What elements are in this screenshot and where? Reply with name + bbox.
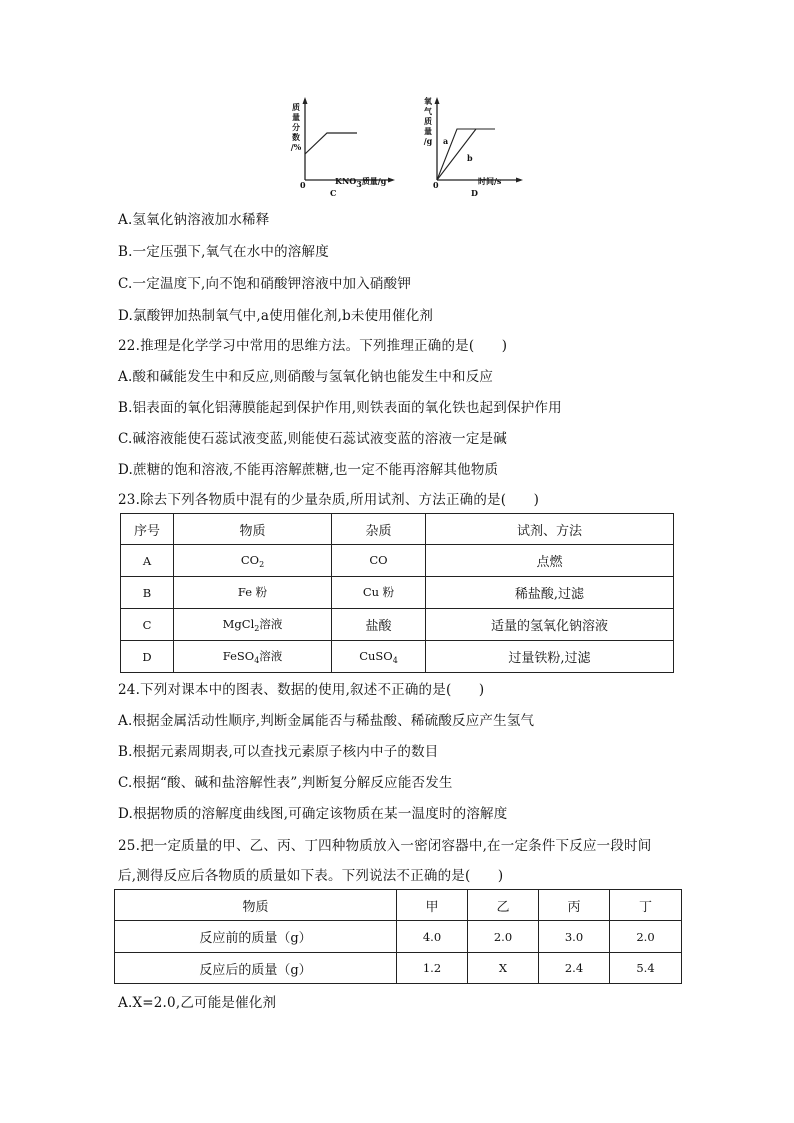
table-row [121,641,674,673]
q25-cell: 2.0 [468,921,539,953]
q23-row-impurity: Cu 粉 [332,577,426,609]
graph-d-caption: D [471,188,478,198]
q25-header-jia: 甲 [397,890,468,921]
graph-c-ylabel-1: 质 [292,102,300,112]
q24-option-d: D.根据物质的溶解度曲线图,可确定该物质在某一温度时的溶解度 [118,806,508,822]
graph-d-ylabel-3: 质 [424,116,432,126]
q22-option-c: C.碱溶液能使石蕊试液变蓝,则能使石蕊试液变蓝的溶液一定是碱 [118,431,507,447]
graph-c-xlabel: $KNO_3$质量/g [335,176,387,189]
table-row [115,921,682,953]
q24-stem: 24.下列对课本中的图表、数据的使用,叙述不正确的是( ) [118,682,485,698]
q23-header-substance: 物质 [174,514,332,545]
q25-header-bing: 丙 [539,890,610,921]
q23-header-impurity: 杂质 [332,514,426,545]
q25-stem-line-2: 后,测得反应后各物质的质量如下表。下列说法不正确的是( ) [118,868,504,884]
q23-row-method: 适量的氢氧化钠溶液 [426,609,674,641]
q25-row-label: 反应后的质量（g） [115,953,397,984]
q23-row-substance: Fe 粉 [174,577,332,609]
q21-option-d: D.氯酸钾加热制氧气中,a使用催化剂,b未使用催化剂 [118,308,434,324]
q24-option-a: A.根据金属活动性顺序,判断金属能否与稀盐酸、稀硫酸反应产生氢气 [118,713,535,729]
q23-row-impurity: CO [332,545,426,577]
q25-table [114,889,682,984]
q23-row-impurity: 盐酸 [332,609,426,641]
q21-option-a: A.氢氧化钠溶液加水稀释 [118,212,270,228]
table-row [115,953,682,984]
q23-header-method: 试剂、方法 [426,514,674,545]
q24-option-c: C.根据“酸、碱和盐溶解性表”,判断复分解反应能否发生 [118,775,453,791]
q25-cell: 1.2 [397,953,468,984]
graph-c-ylabel-5: /% [290,142,302,152]
q23-row-id: C [121,609,174,641]
q25-header-ding: 丁 [610,890,682,921]
q23-row-substance: FeSO$_4$溶液 [174,641,332,673]
graph-d-xlabel: 时间/s [478,176,502,186]
q25-cell: 2.0 [610,921,682,953]
q21-option-c: C.一定温度下,向不饱和硝酸钾溶液中加入硝酸钾 [118,276,412,292]
q22-option-d: D.蔗糖的饱和溶液,不能再溶解蔗糖,也一定不能再溶解其他物质 [118,462,499,478]
q22-option-a: A.酸和碱能发生中和反应,则硝酸与氢氧化钠也能发生中和反应 [118,369,494,385]
q25-row-label: 反应前的质量（g） [115,921,397,953]
q23-table [120,513,674,673]
q23-row-id: A [121,545,174,577]
graph-c-origin: 0 [300,180,306,190]
q23-row-id: D [121,641,174,673]
q22-stem: 22.推理是化学学习中常用的思维方法。下列推理正确的是( ) [118,338,508,354]
graph-c-caption: C [330,188,337,198]
q23-row-id: B [121,577,174,609]
q25-cell: 3.0 [539,921,610,953]
q23-row-impurity: CuSO$_4$ [332,641,426,673]
q25-cell: X [468,953,539,984]
q23-row-substance: MgCl$_2$溶液 [174,609,332,641]
q25-option-a: A.X=2.0,乙可能是催化剂 [118,995,277,1011]
table-row [121,577,674,609]
q25-header-yi: 乙 [468,890,539,921]
graph-d-ylabel-2: 气 [424,106,432,116]
q25-stem-line-1: 25.把一定质量的甲、乙、丙、丁四种物质放入一密闭容器中,在一定条件下反应一段时间 [118,838,652,854]
graph-d-ylabel-5: /g [423,136,433,146]
q25-cell: 4.0 [397,921,468,953]
q23-row-method: 过量铁粉,过滤 [426,641,674,673]
table-row [121,609,674,641]
q25-cell: 2.4 [539,953,610,984]
graph-d-ylabel-4: 量 [424,126,432,136]
q24-option-b: B.根据元素周期表,可以查找元素原子核内中子的数目 [118,744,439,760]
graph-d-label-a: a [443,136,449,146]
q23-row-method: 点燃 [426,545,674,577]
q25-header-substance: 物质 [115,890,397,921]
q25-cell: 5.4 [610,953,682,984]
graph-d [419,96,529,200]
graph-d-origin: 0 [433,180,439,190]
graph-c [285,96,395,200]
graph-c-ylabel-3: 分 [292,122,300,132]
graph-c-curve [305,133,357,154]
q22-option-b: B.铝表面的氧化铝薄膜能起到保护作用,则铁表面的氧化铁也起到保护作用 [118,400,562,416]
q23-header-row [121,514,674,545]
graph-c-ylabel-4: 数 [292,132,300,142]
q23-row-method: 稀盐酸,过滤 [426,577,674,609]
graph-c-ylabel-2: 量 [292,112,300,122]
q23-row-substance: $CO_2$ [174,545,332,577]
q23-stem: 23.除去下列各物质中混有的少量杂质,所用试剂、方法正确的是( ) [118,492,540,508]
table-row [121,545,674,577]
graph-d-ylabel-1: 氧 [424,96,432,106]
q25-header-row [115,890,682,921]
q23-header-id: 序号 [121,514,174,545]
q21-option-b: B.一定压强下,氧气在水中的溶解度 [118,244,329,260]
graph-d-label-b: b [467,153,473,163]
